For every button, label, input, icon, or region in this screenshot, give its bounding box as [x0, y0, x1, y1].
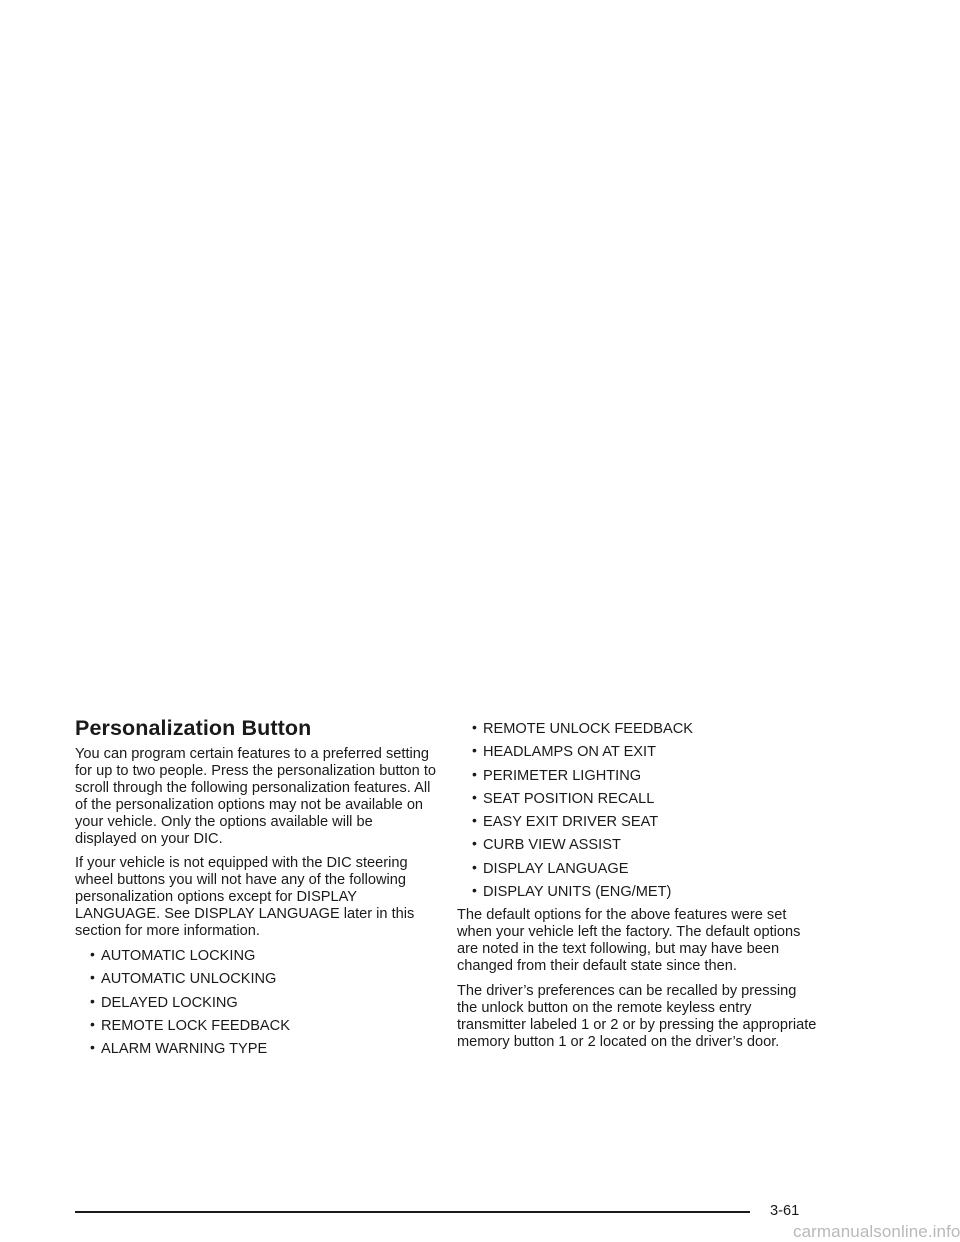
intro-paragraph-2: If your vehicle is not equipped with the DIC steering wheel buttons you will not have any of the following personalization options except for DISPLAY LANGUAGE. See DISPLAY LANGUAGE later in this section for more information.: [75, 855, 415, 940]
feature-label: CURB VIEW ASSIST: [483, 837, 621, 854]
bullet-icon: •: [472, 788, 477, 805]
page-number: 3-61: [770, 1203, 800, 1219]
closing-paragraph-2: The driver’s preferences can be recalled by pressing the unlock button on the remote keyless entry transmitter labeled 1 or 2 or by pressing the appropriate memory button 1 or 2 located on the driver’s door.: [457, 983, 817, 1050]
right-column: [457, 721, 819, 1059]
list-item: [457, 837, 819, 854]
footer-rule: [75, 1211, 750, 1213]
list-item: [457, 744, 819, 761]
bullet-icon: •: [90, 1039, 95, 1056]
bullet-icon: •: [90, 1015, 95, 1032]
list-item: [457, 788, 819, 808]
bullet-icon: •: [472, 812, 477, 829]
feature-label: REMOTE UNLOCK FEEDBACK: [483, 721, 694, 737]
list-item: [75, 971, 437, 988]
intro-paragraph-1: You can program certain features to a preferred setting for up to two people. Press the personalization button to scroll through the following personalization features. All of the personalization options may not be available on your vehicle. Only the options available will be displayed on your DIC.: [75, 746, 437, 847]
left-column: [75, 716, 437, 1064]
feature-list-left: [75, 945, 437, 1058]
bullet-icon: •: [90, 992, 95, 1009]
feature-label: HEADLAMPS ON AT EXIT: [483, 744, 657, 761]
list-item: [75, 1015, 437, 1035]
list-item: [75, 1041, 437, 1058]
watermark-link[interactable]: carmanualsonline.info: [793, 1222, 960, 1241]
bullet-icon: •: [472, 858, 477, 875]
bullet-icon: •: [472, 765, 477, 782]
list-item: [457, 858, 819, 878]
feature-label: DISPLAY UNITS (ENG/MET): [483, 884, 672, 901]
feature-label: PERIMETER LIGHTING: [483, 767, 642, 784]
bullet-icon: •: [90, 969, 95, 986]
bullet-icon: •: [90, 945, 95, 962]
feature-label: ALARM WARNING TYPE: [101, 1041, 268, 1058]
list-item: [457, 721, 819, 738]
feature-list-right: [457, 721, 819, 901]
bullet-icon: •: [472, 835, 477, 852]
list-item: [457, 884, 819, 901]
feature-label: AUTOMATIC LOCKING: [101, 947, 256, 964]
feature-label: DISPLAY LANGUAGE: [483, 860, 629, 877]
list-item: [457, 765, 819, 785]
bullet-icon: •: [472, 719, 477, 735]
closing-paragraph-1: The default options for the above features were set when your vehicle left the factory. The default options are noted in the text following, but may have been changed from their default state since then.: [457, 907, 801, 975]
feature-label: SEAT POSITION RECALL: [483, 790, 655, 807]
bullet-icon: •: [472, 742, 477, 759]
section-title: Personalization Button: [75, 716, 312, 740]
list-item: [75, 992, 437, 1012]
feature-label: AUTOMATIC UNLOCKING: [101, 971, 277, 988]
feature-label: REMOTE LOCK FEEDBACK: [101, 1017, 290, 1034]
bullet-icon: •: [472, 882, 477, 899]
list-item: [457, 814, 819, 831]
feature-label: DELAYED LOCKING: [101, 994, 238, 1011]
feature-label: EASY EXIT DRIVER SEAT: [483, 814, 659, 831]
list-item: [75, 945, 437, 965]
